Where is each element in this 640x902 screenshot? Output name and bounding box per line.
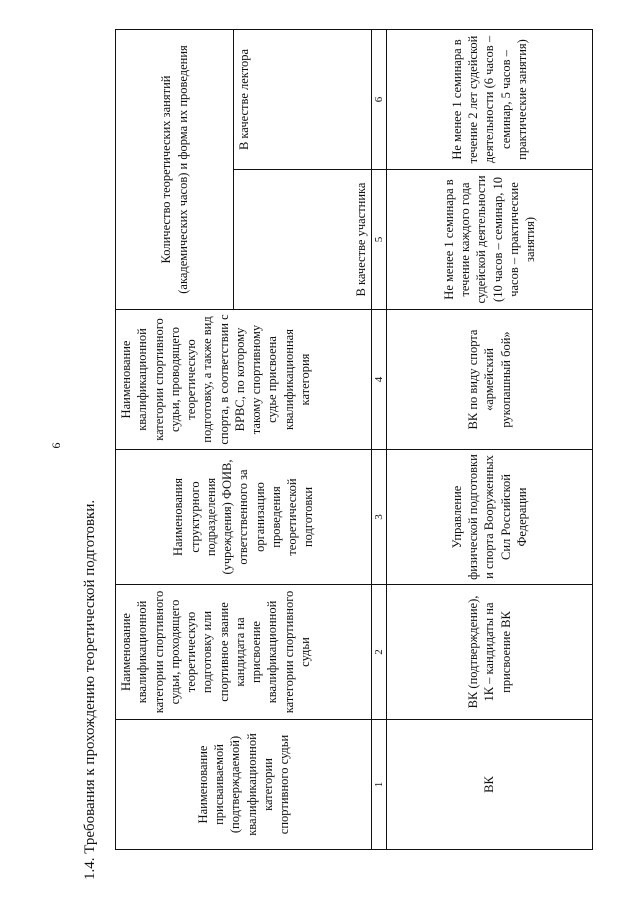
- column-number: 5: [372, 170, 387, 310]
- column-number: 4: [372, 310, 387, 450]
- header-cell-candidate: Наименование квалификационной категории спортивного судьи, проходящего теоретическую подготовку или спортивное звание кандидата на присвоение квалификационной категории спортивного судьи: [116, 585, 372, 720]
- column-number-row: [372, 29, 387, 849]
- header-cell-lecturer-category: Наименование квалификационной категории спортивного судьи, проводящего теоретическую подготовку, а также вид спорта, в соответствии с ВРВС, по которому такому спортивному судье присвоена квалификационная категория: [116, 310, 372, 450]
- rotated-page-content: [75, 20, 615, 880]
- cell-department: Управление физической подготовки и спорта Вооруженных Сил Российской Федерации: [387, 450, 593, 585]
- header-cell-category: Наименование присваиваемой (подтверждаемой) квалификационной категории спортивного судьи: [116, 720, 372, 850]
- cell-candidate: ВК (подтверждение), 1К – кандидаты на присвоение ВК: [387, 585, 593, 720]
- page-number: 9: [49, 442, 64, 449]
- header-cell-lecturer: В качестве лектора: [234, 29, 372, 169]
- cell-lecturer-category: ВК по виду спорта «армейский рукопашный бой»: [387, 310, 593, 450]
- column-number: 3: [372, 450, 387, 585]
- table-row: [387, 29, 593, 849]
- requirements-table: [115, 29, 593, 850]
- header-cell-participant: В качестве участника: [234, 170, 372, 310]
- section-heading: 1.4. Требования к прохождению теоретической подготовки.: [82, 499, 98, 880]
- header-row: [116, 29, 234, 849]
- cell-participant: Не менее 1 семинара в течение каждого года судейской деятельности (10 часов – семинар, 10 часов – практические занятия): [387, 170, 593, 310]
- column-number: 2: [372, 585, 387, 720]
- column-number: 6: [372, 29, 387, 169]
- cell-lecturer: Не менее 1 семинара в течение 2 лет судейской деятельности (6 часов – семинар, 5 часов – практические занятия): [387, 29, 593, 169]
- cell-category: ВК: [387, 720, 593, 850]
- header-cell-department: Наименования структурного подразделения (учреждения) ФОИВ, ответственного за организацию проведения теоретической подготовки: [116, 450, 372, 585]
- column-number: 1: [372, 720, 387, 850]
- header-cell-group: Количество теоретических занятий (академических часов) и форма их проведения: [116, 29, 234, 309]
